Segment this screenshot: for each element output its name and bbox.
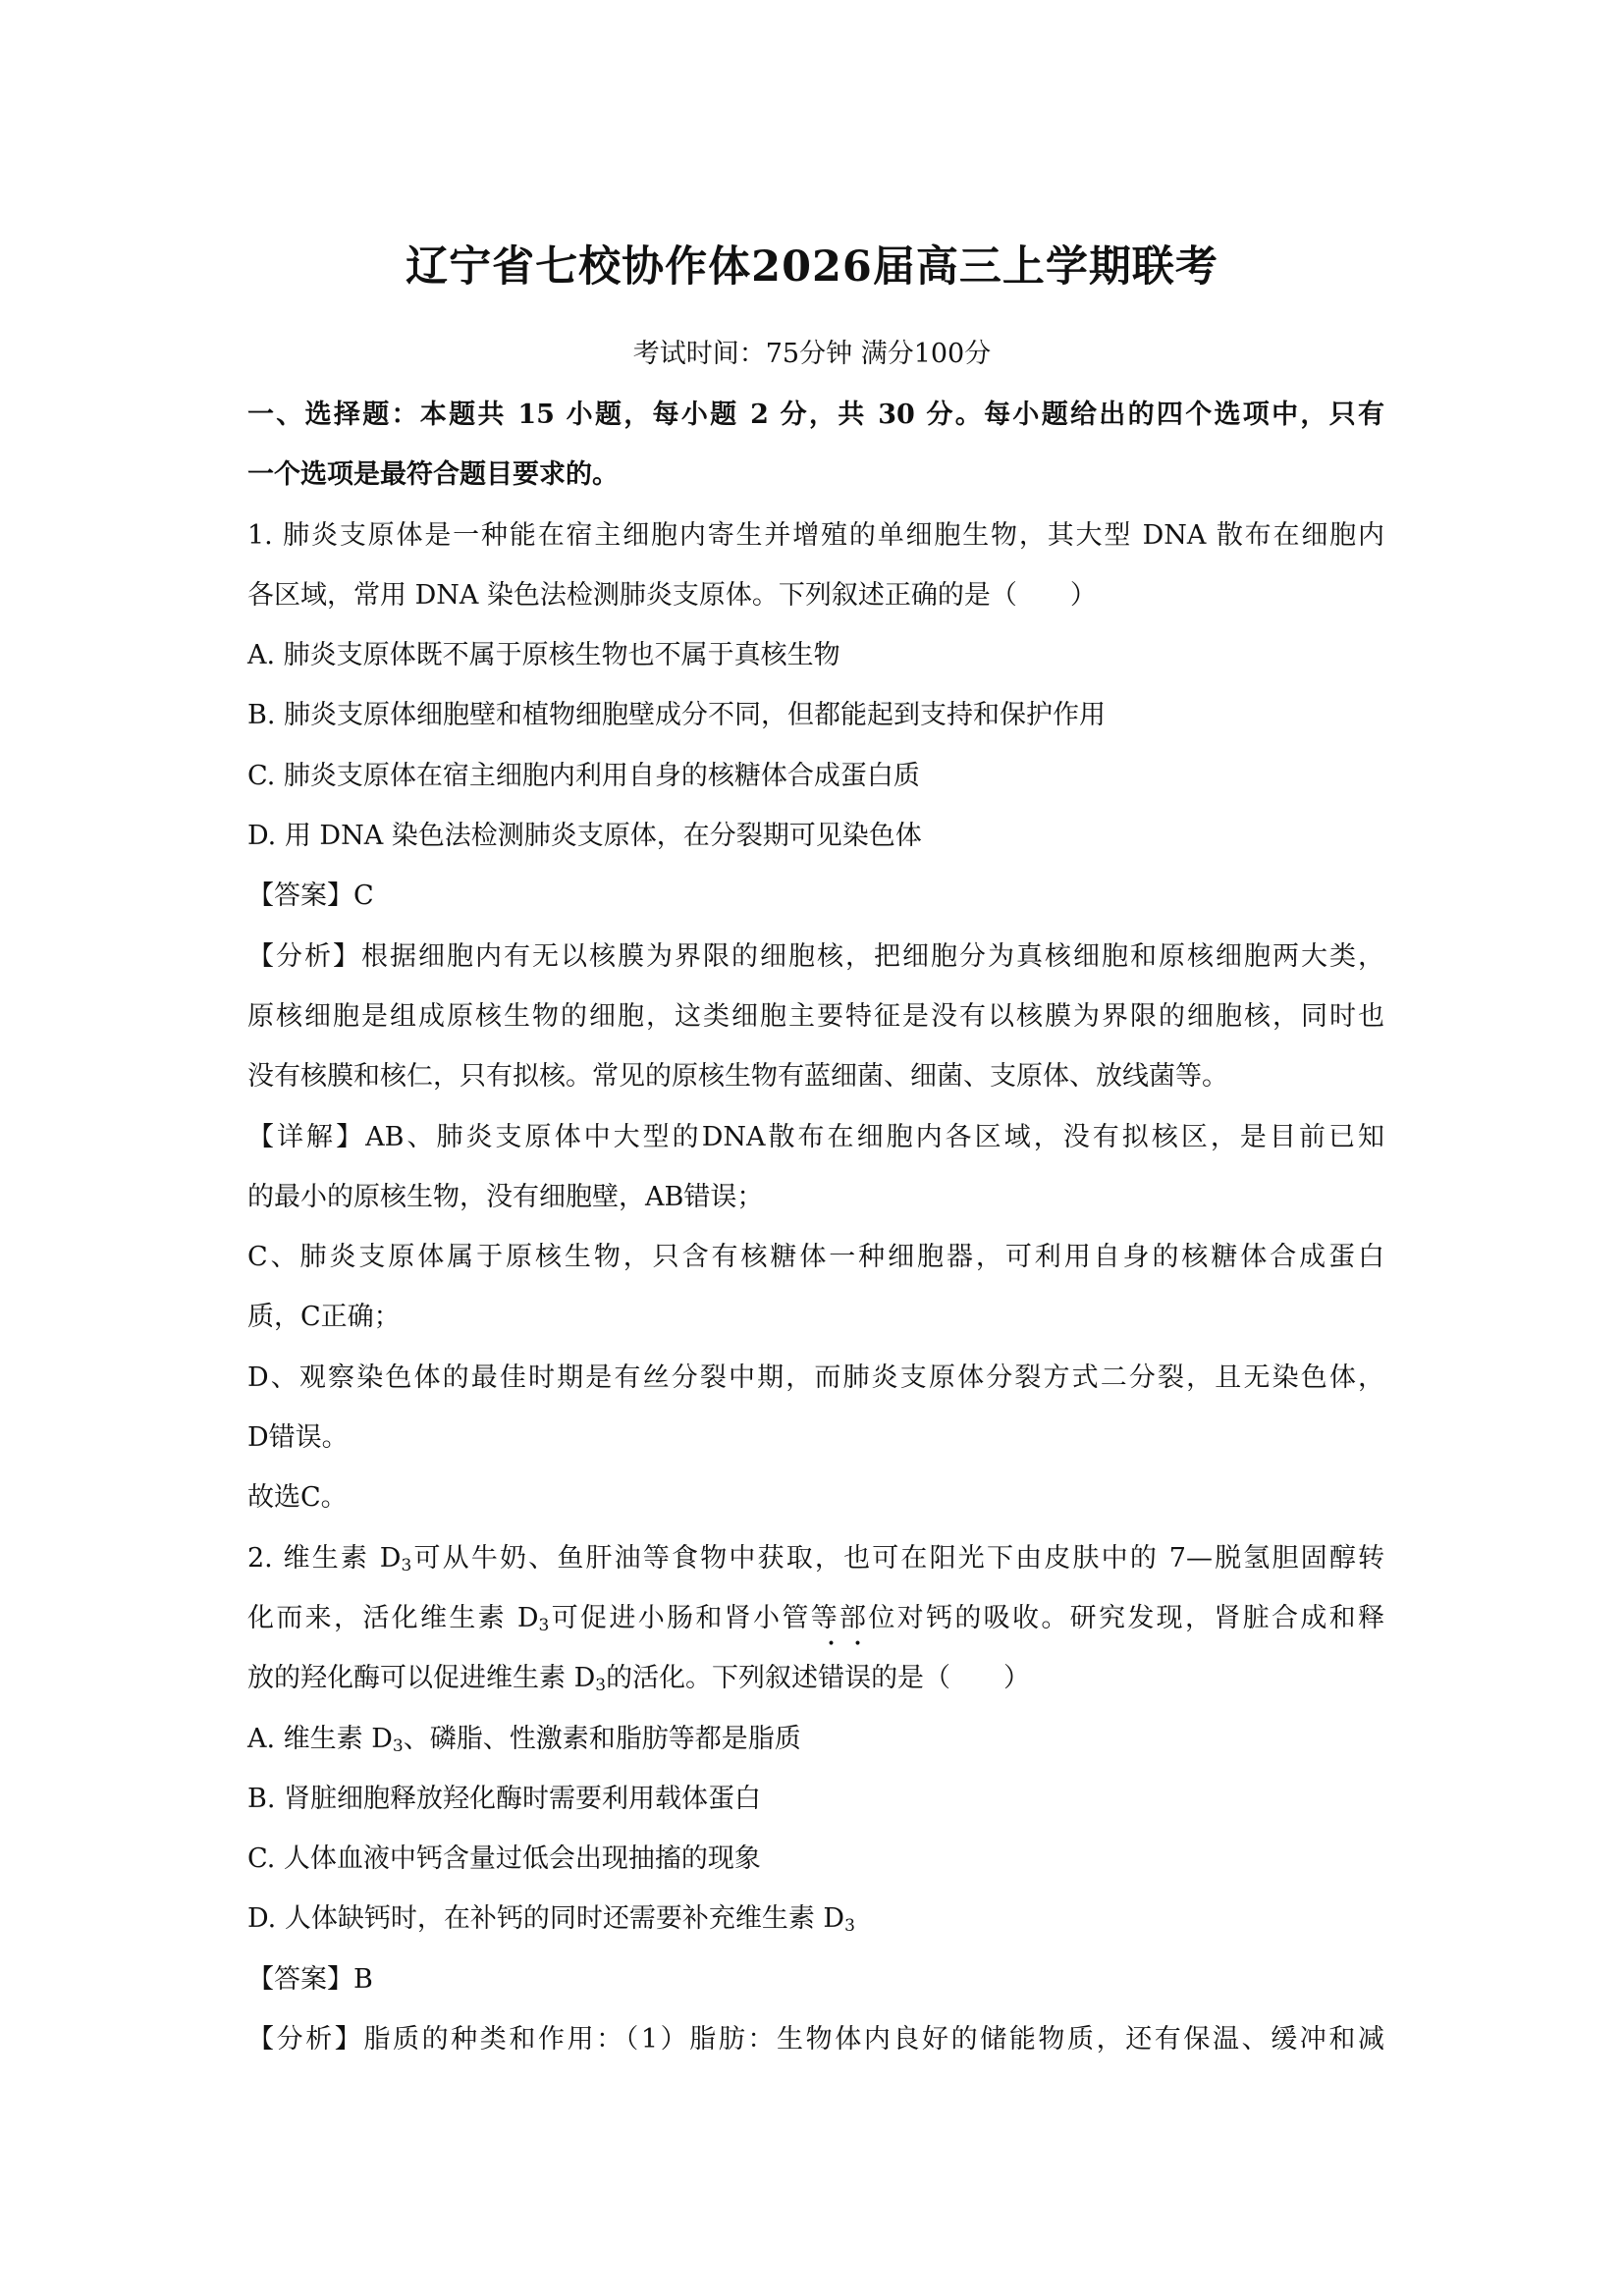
detail-line: D、观察染色体的最佳时期是有丝分裂中期，而肺炎支原体分裂方式二分裂，且无染色体， [247, 1362, 1384, 1393]
answer-line: 【答案】C [247, 881, 374, 912]
stem-text: 可从牛奶、鱼肝油等食物中获取，也可在阳光下由皮肤中的 7—脱氢胆固醇转 [411, 1542, 1384, 1574]
subscript: 3 [392, 1735, 404, 1756]
stem-text: 2. 维生素 D [247, 1542, 402, 1574]
option-b: B. 肾脏细胞释放羟化酶时需要利用载体蛋白 [247, 1783, 762, 1814]
question-stem-line: 1. 肺炎支原体是一种能在宿主细胞内寄生并增殖的单细胞生物，其大型 DNA 散布在细胞内 [247, 519, 1384, 551]
stem-text: 的活化。下列叙述 [606, 1663, 819, 1694]
option-c: C. 肺炎支原体在宿主细胞内利用自身的核糖体合成蛋白质 [247, 760, 920, 791]
stem-text: 的是（ ） [871, 1663, 1031, 1694]
question-stem-line [247, 1648, 1384, 1708]
option-c: C. 人体血液中钙含量过低会出现抽搐的现象 [247, 1843, 761, 1875]
document-title: 辽宁省七校协作体2026届高三上学期联考 [406, 242, 1218, 292]
subscript: 3 [401, 1555, 412, 1575]
exam-info: 考试时间：75分钟 满分100分 [632, 339, 992, 369]
detail-line: 质，C正确； [247, 1302, 401, 1333]
stem-text: 放的羟化酶可以促进维生素 D [247, 1663, 596, 1694]
option-d [247, 1889, 1384, 1949]
detail-line: 【详解】AB、肺炎支原体中大型的DNA散布在细胞内各区域，没有拟核区，是目前已知 [247, 1121, 1384, 1152]
question-stem-line [247, 1588, 1384, 1648]
option-a: A. 肺炎支原体既不属于原核生物也不属于真核生物 [247, 640, 840, 671]
document-body [247, 385, 1384, 2069]
stem-text: 可促进小肠和肾小管等部位对钙的吸收。研究发现，肾脏合成和释 [549, 1602, 1384, 1633]
emphasis-char: 错 [818, 1663, 845, 1694]
conclusion-line: 故选C。 [247, 1482, 348, 1514]
detail-line: 的最小的原核生物，没有细胞壁，AB错误； [247, 1181, 764, 1212]
emphasis-char: 误 [844, 1663, 872, 1694]
analysis-line: 【分析】根据细胞内有无以核膜为界限的细胞核，把细胞分为真核细胞和原核细胞两大类， [247, 940, 1384, 972]
subscript: 3 [844, 1916, 855, 1937]
option-text: D. 人体缺钙时，在补钙的同时还需要补充维生素 D [247, 1903, 845, 1935]
section-heading-line: 一、选择题：本题共 15 小题，每小题 2 分，共 30 分。每小题给出的四个选项中，只有 [247, 400, 1384, 430]
option-a [247, 1709, 1384, 1769]
subscript: 3 [595, 1676, 607, 1696]
analysis-line: 【分析】脂质的种类和作用：（1）脂肪：生物体内良好的储能物质，还有保温、缓冲和减 [247, 2024, 1384, 2056]
option-text: 、磷脂、性激素和脂肪等都是脂质 [403, 1723, 801, 1754]
section-heading-line: 一个选项是最符合题目要求的。 [247, 459, 619, 491]
subscript: 3 [538, 1615, 550, 1635]
detail-line: C、肺炎支原体属于原核生物，只含有核糖体一种细胞器，可利用自身的核糖体合成蛋白 [247, 1242, 1384, 1273]
option-b: B. 肺炎支原体细胞壁和植物细胞壁成分不同，但都能起到支持和保护作用 [247, 700, 1107, 731]
analysis-line: 没有核膜和核仁，只有拟核。常见的原核生物有蓝细菌、细菌、支原体、放线菌等。 [247, 1061, 1228, 1093]
answer-line: 【答案】B [247, 1963, 373, 1995]
analysis-line: 原核细胞是组成原核生物的细胞，这类细胞主要特征是没有以核膜为界限的细胞核，同时也 [247, 1000, 1384, 1032]
option-d: D. 用 DNA 染色法检测肺炎支原体，在分裂期可见染色体 [247, 821, 922, 852]
question-stem-line [247, 1528, 1384, 1588]
detail-line: D错误。 [247, 1422, 349, 1454]
stem-text: 化而来，活化维生素 D [247, 1602, 539, 1633]
question-stem-line: 各区域，常用 DNA 染色法检测肺炎支原体。下列叙述正确的是（ ） [247, 579, 1097, 611]
option-text: A. 维生素 D [247, 1723, 393, 1754]
